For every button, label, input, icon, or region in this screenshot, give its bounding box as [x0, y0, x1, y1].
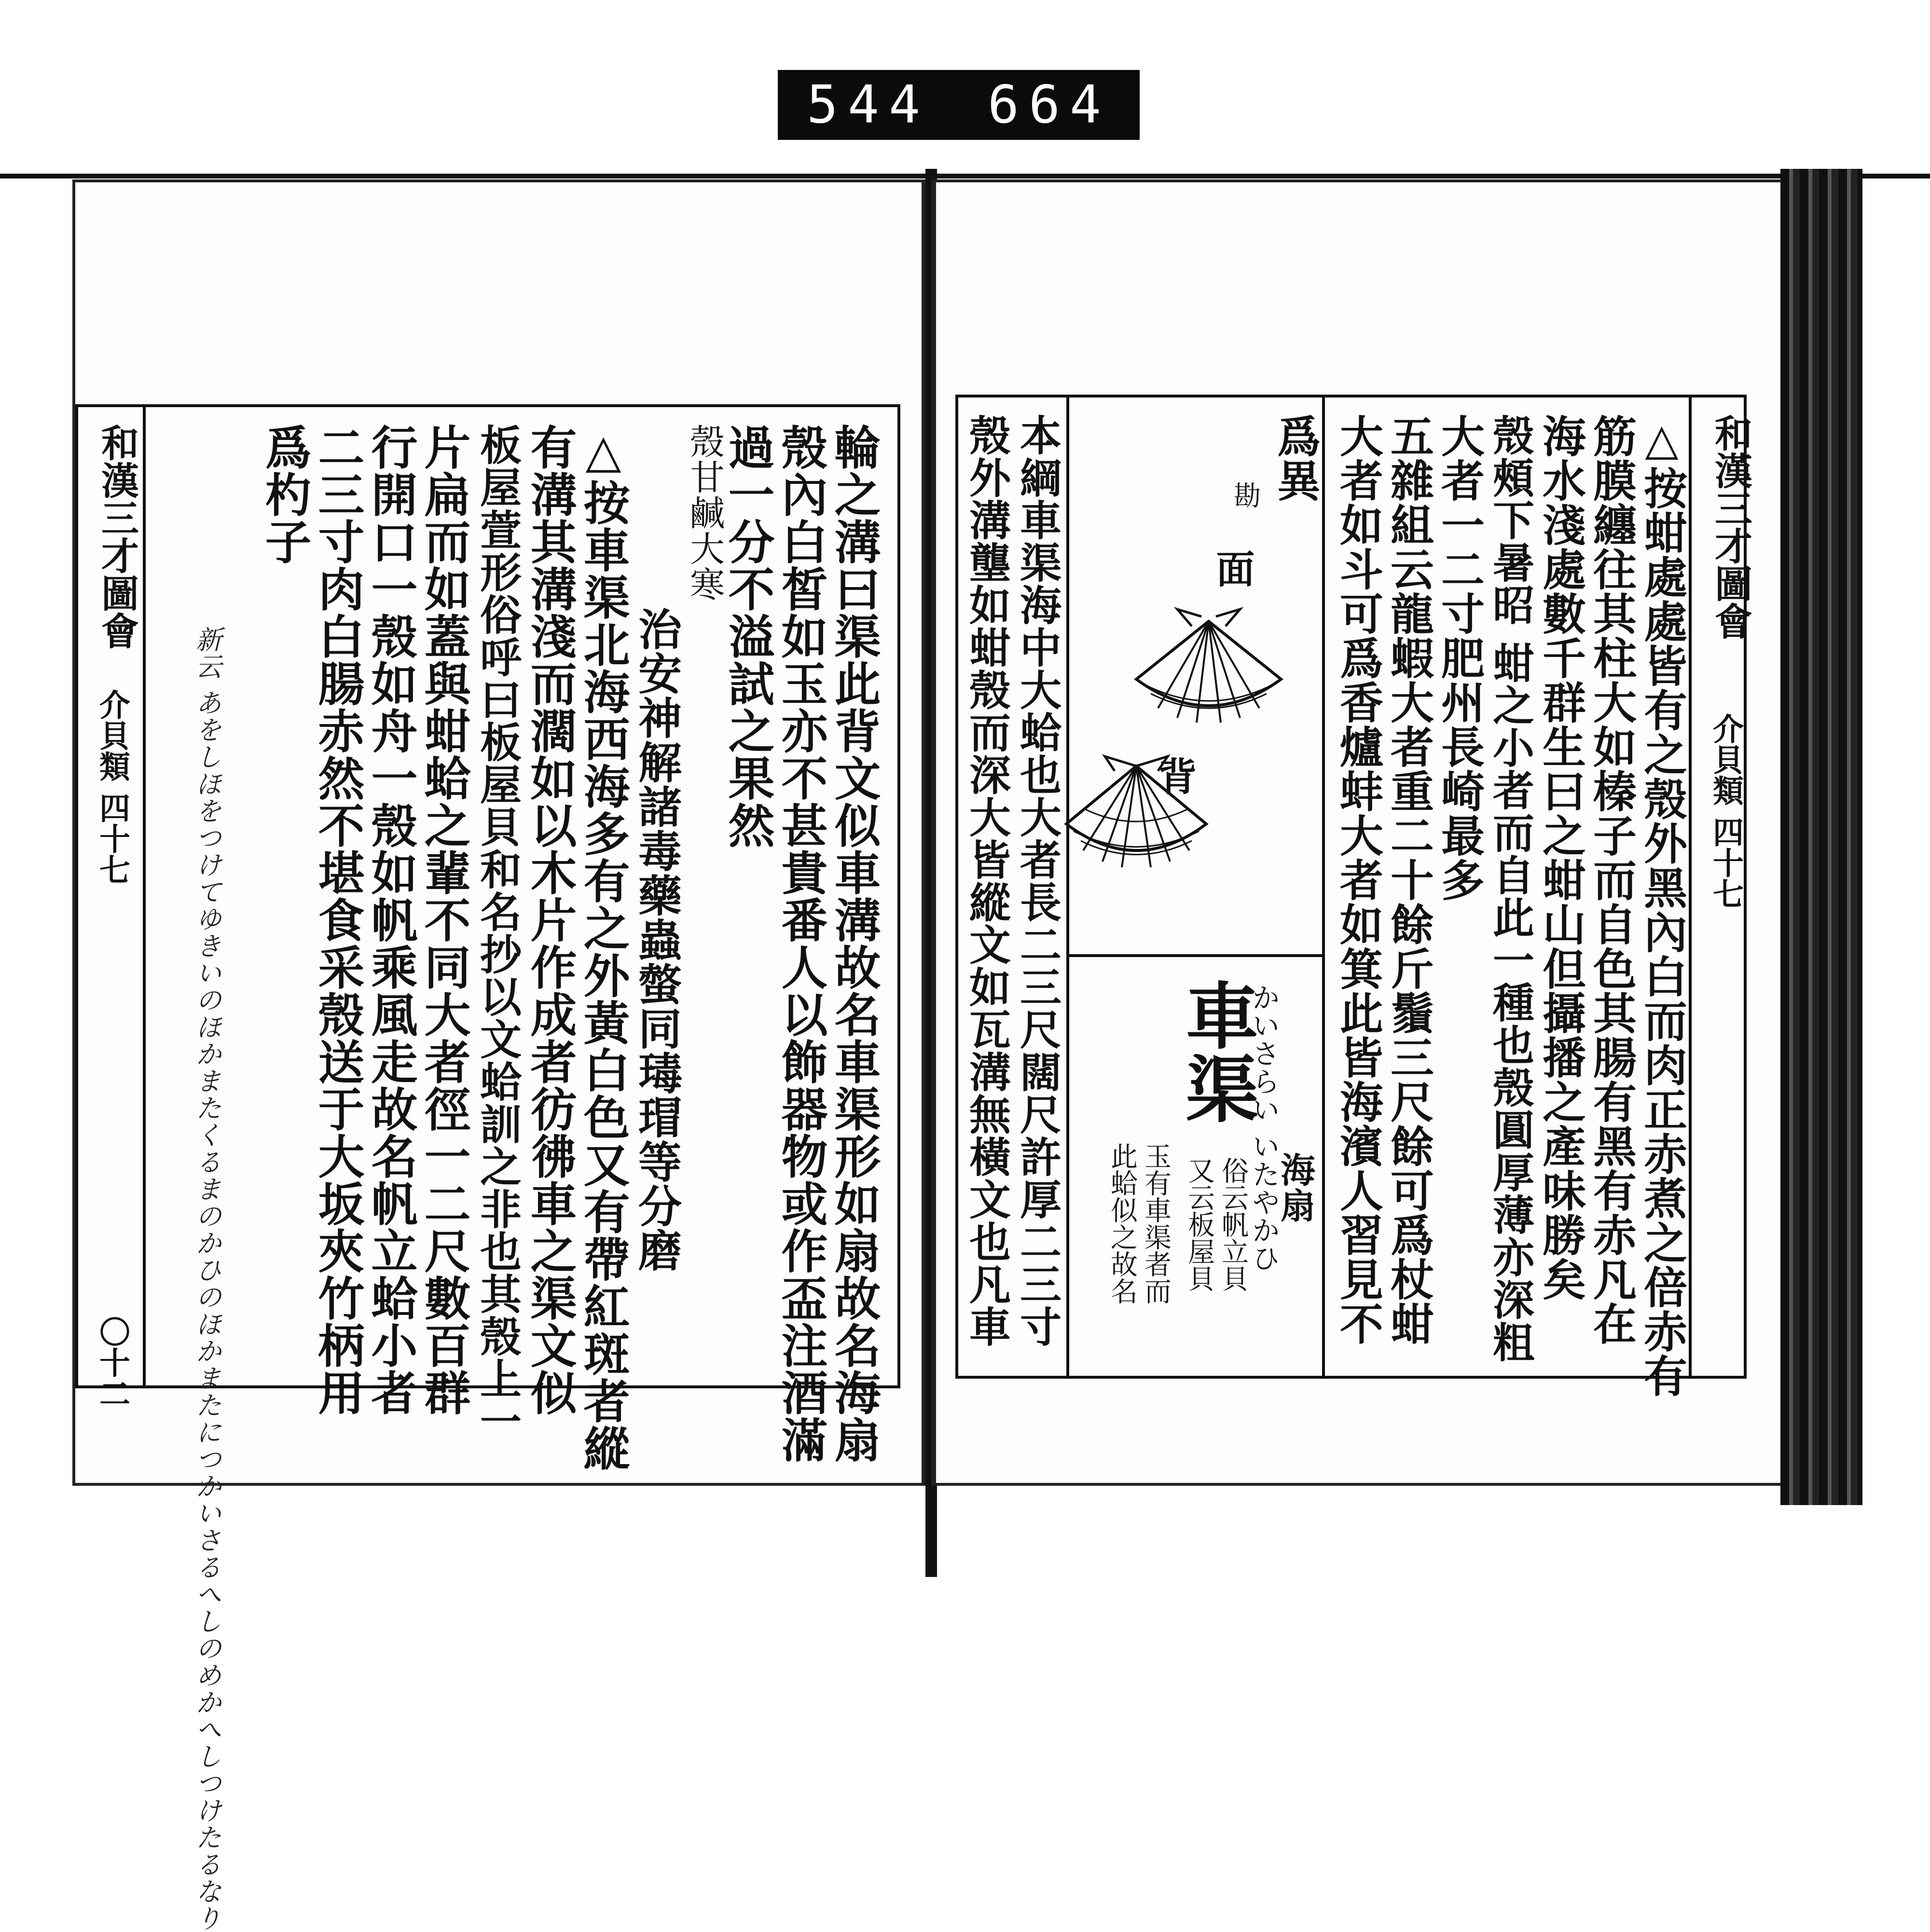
right-text-column-7: 大者如斗可爲香爐蚌大者如箕此皆海濱人習見不: [1332, 414, 1383, 1346]
right-text-column-4: 殼頰下暑昭 蚶之小者而自此一種也殼圓厚薄亦深粗: [1486, 414, 1534, 1363]
book-fore-edge: [1780, 169, 1862, 1505]
archive-number-label: [778, 70, 1140, 140]
illustration-divider: [1322, 395, 1325, 1379]
archive-number-left: 544: [806, 75, 930, 135]
handwritten-annotation: 新云 あをしほをつけてゆきいのほかまたくるまのかひのほかまたにつかいさるへしのめかへしつけたるなり: [192, 626, 222, 1932]
left-text-column-2: 殼內白皙如玉亦不甚貴番人以飾器物或作盃注酒滿: [774, 424, 828, 1464]
entry-alias: 海扇: [1275, 1152, 1316, 1223]
left-text-column-4: 殼甘鹹大寒: [684, 424, 725, 602]
entry-title: 車渠: [1173, 978, 1258, 1125]
illustration-label-back: 背: [1152, 756, 1197, 796]
illustration-label-front: 面: [1210, 549, 1255, 589]
left-text-column-6: △按車渠北海西海多有之外黃白色又有帶紅斑者縱: [576, 424, 631, 1472]
illustration-bottom-rule: [1066, 954, 1322, 957]
right-margin-title: 和漢三才圖會: [1709, 414, 1752, 640]
right-text-column-5: 大者一二寸肥州長崎最多: [1434, 414, 1485, 902]
alias-note-3: 玉有車渠者而: [1140, 1142, 1172, 1304]
left-text-column-12: 爲杓子: [258, 424, 312, 565]
archive-number-right: 664: [987, 75, 1111, 135]
right-margin-chapter: 介貝類 四十七: [1708, 713, 1744, 909]
left-text-column-11: 二三寸肉白腸赤然不堪食采殼送于大坂夾竹柄用: [311, 424, 365, 1416]
alias-note-2: 又云板屋貝: [1184, 1157, 1215, 1292]
alias-note-1: 俗云帆立貝: [1217, 1157, 1249, 1292]
left-page: [72, 179, 926, 1932]
right-margin-rule: [1689, 395, 1692, 1379]
left-text-column-10: 行開口一殼如舟一殼如帆乘風走故名帆立蛤小者: [364, 424, 418, 1416]
left-text-column-8: 板屋萱形俗呼曰板屋貝和名抄以文蛤訓之非也其殼上一: [473, 424, 522, 1442]
right-page: [931, 179, 1795, 1486]
right-text-column-9: 本綱車渠海中大蛤也大者長二三尺闊尺許厚二三寸: [1013, 414, 1062, 1348]
left-margin-title: 和漢三才圖會: [95, 424, 139, 649]
right-text-column-3: 海水淺處數千群生曰之蚶山但攝播之產味勝矣: [1535, 414, 1586, 1302]
right-text-column-8: 爲異: [1269, 414, 1321, 503]
right-text-column-6: 五雜組云龍蝦大者重二十餘斤鬚三尺餘可爲杖蚶: [1383, 414, 1434, 1346]
illustration-mark: 勘: [1229, 481, 1261, 508]
alias-note-4: 此蛤似之故名: [1106, 1142, 1138, 1304]
left-text-column-9: 片扁而如蓋與蚶蛤之輩不同大者徑一二尺數百群: [417, 424, 471, 1416]
right-text-column-2: 筋膜纏往其柱大如榛子而自色其腸有黑有赤凡在: [1585, 414, 1637, 1346]
left-text-column-1: 輪之溝曰渠此背文似車溝故名車渠形如扇故名海扇: [827, 424, 882, 1464]
scallop-back-illustration: [1057, 752, 1216, 877]
scallop-front-illustration: [1129, 607, 1288, 732]
right-text-column-10: 殼外溝壟如蚶殼而深大皆縱文如瓦溝無橫文也凡車: [962, 414, 1011, 1348]
left-margin-chapter: 介貝類 四十七: [94, 689, 130, 885]
left-margin-page: 〇十二: [94, 1316, 130, 1409]
left-text-column-7: 有溝其溝淺而濶如以木片作成者彷彿車之渠文似: [523, 424, 578, 1416]
right-text-column-1: △按蚶處處皆有之殼外黑內白而肉正赤煮之倍赤有: [1636, 414, 1687, 1398]
left-text-column-3: 過一分不溢試之果然: [721, 424, 775, 849]
book-top-edge: [0, 174, 1930, 178]
entry-reading: かいさらい いたやかひ: [1247, 983, 1280, 1272]
left-text-column-5: 治安神解諸毒藥蟲螫同瑇瑁等分磨: [631, 607, 682, 1273]
entry-divider: [1066, 395, 1069, 1379]
